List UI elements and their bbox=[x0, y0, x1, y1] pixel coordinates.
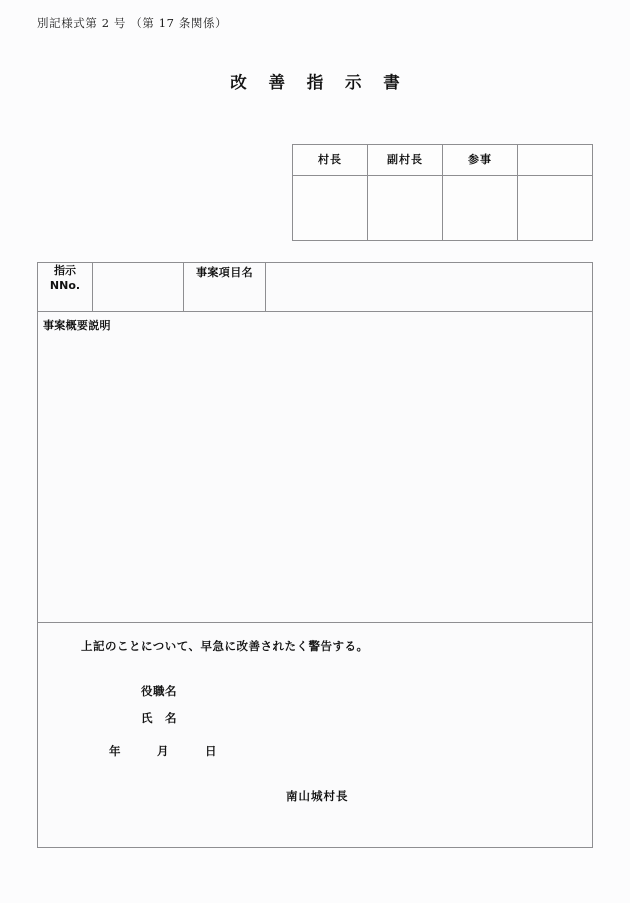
closing-cell bbox=[38, 623, 593, 848]
main-form-table bbox=[37, 262, 593, 848]
approval-header-blank bbox=[518, 145, 593, 176]
instruction-no-label bbox=[38, 263, 93, 312]
summary-field[interactable] bbox=[43, 333, 592, 603]
date-line[interactable]: 年 月 日 bbox=[109, 744, 217, 758]
instruction-no-field[interactable] bbox=[93, 263, 184, 312]
form-number: 別記様式第 2 号 （第 17 条関係） bbox=[37, 16, 228, 30]
main-header-row bbox=[38, 263, 593, 312]
approval-stamp-table bbox=[292, 144, 593, 241]
instruction-no-label-line1: 指示 bbox=[54, 264, 76, 277]
closing-statement: 上記のことについて、早急に改善されたく警告する。 bbox=[81, 639, 369, 653]
approval-stamp-cell-village-mayor[interactable] bbox=[293, 176, 368, 241]
approval-stamp-cell-deputy-mayor[interactable] bbox=[368, 176, 443, 241]
item-name-label: 事案項目名 bbox=[184, 263, 266, 312]
document-title: 改 善 指 示 書 bbox=[230, 73, 408, 92]
name-label: 氏 名 bbox=[141, 711, 177, 725]
approval-stamp-cell-councilor[interactable] bbox=[443, 176, 518, 241]
approval-stamp-row bbox=[293, 176, 593, 241]
approval-header-row bbox=[293, 145, 593, 176]
summary-cell[interactable] bbox=[38, 312, 593, 623]
approval-header-councilor: 参事 bbox=[443, 145, 518, 176]
closing-block bbox=[38, 623, 592, 847]
summary-row bbox=[38, 312, 593, 623]
approval-header-deputy-mayor: 副村長 bbox=[368, 145, 443, 176]
summary-label: 事案概要説明 bbox=[43, 319, 111, 332]
closing-row bbox=[38, 623, 593, 848]
approval-stamp-cell-blank[interactable] bbox=[518, 176, 593, 241]
approval-header-village-mayor: 村長 bbox=[293, 145, 368, 176]
item-name-field[interactable] bbox=[266, 263, 593, 312]
position-label: 役職名 bbox=[141, 684, 177, 698]
signer-name: 南山城村長 bbox=[286, 789, 349, 803]
instruction-no-label-line2: NNo. bbox=[49, 278, 81, 292]
